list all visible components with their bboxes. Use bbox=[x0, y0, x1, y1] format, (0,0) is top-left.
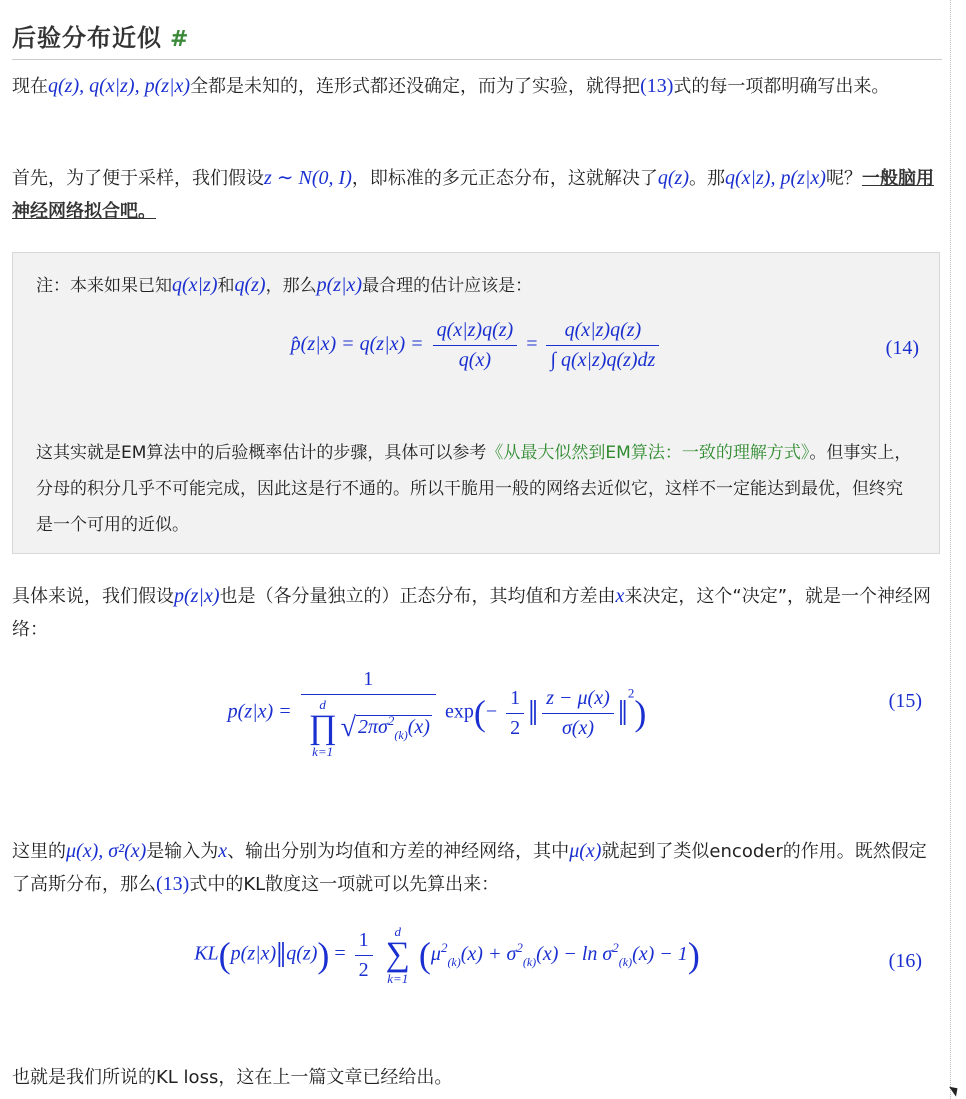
eq15-num: 1 bbox=[301, 668, 436, 695]
para3-text-a: 具体来说，我们假设 bbox=[12, 586, 174, 607]
em-article-link[interactable]: 《从最大似然到EM算法：一致的理解方式》 bbox=[486, 443, 810, 463]
eq15-prod-bottom: k=1 bbox=[312, 744, 334, 759]
eq15-power: 2 bbox=[627, 685, 635, 701]
para2-text-c: 。那 bbox=[688, 168, 725, 189]
paragraph-4 bbox=[12, 835, 942, 901]
eq16-kl: KL bbox=[194, 942, 219, 965]
equation-ref-13-b[interactable]: (13) bbox=[156, 873, 190, 895]
eq15-exp: exp bbox=[444, 700, 474, 723]
eq15-inner-num: z − μ(x) bbox=[542, 687, 614, 714]
eq14-fraction-1 bbox=[433, 319, 518, 372]
eq16-sum-symbol: ∑ bbox=[385, 936, 410, 973]
para2-emphasis: 一般脑用神经网络拟合吧。 bbox=[12, 168, 934, 222]
equation-ref-13[interactable]: (13) bbox=[640, 75, 674, 97]
eq16-arg-b: q(z) bbox=[286, 942, 318, 965]
eq16-half-den: 2 bbox=[358, 958, 369, 981]
para3-math-2: x bbox=[615, 585, 625, 607]
para2-math-prior: z ∼ N(0, I) bbox=[264, 167, 352, 189]
eq15-inner-fraction bbox=[542, 687, 614, 740]
equation-14 bbox=[13, 319, 941, 372]
eq16-half bbox=[355, 929, 373, 982]
eq16-term-3: (x) − 1 bbox=[632, 942, 688, 965]
eq15-prod-symbol: ∏ bbox=[308, 709, 337, 746]
paragraph-2 bbox=[12, 162, 942, 228]
para3-text-c: 来决定，这个“决定”，就是一个神经网络： bbox=[12, 586, 932, 640]
eq15-half bbox=[506, 687, 524, 740]
note-line-1 bbox=[36, 267, 916, 304]
note-math-3: p(z|x) bbox=[316, 274, 363, 296]
eq15-den: d ∏ k=1 √ $2\pi\sigma^2_{(k)}(x)$ bbox=[308, 697, 430, 759]
note-text-b: 和 bbox=[217, 276, 235, 296]
eq14-f2-den: ∫ q(x|z)q(z)dz bbox=[550, 349, 656, 371]
eq16-equals: = bbox=[334, 942, 346, 965]
para4-math-2: x bbox=[218, 840, 228, 862]
section-heading bbox=[12, 18, 189, 53]
eq15-half-num: 1 bbox=[506, 687, 524, 714]
note-paragraph-2 bbox=[36, 435, 916, 543]
eq16-sum-bottom: k=1 bbox=[387, 971, 409, 986]
para1-text-c: 式的每一项都明确写出来。 bbox=[673, 76, 890, 97]
para4-text-c: 、输出分别为均值和方差的神经网络，其中 bbox=[227, 841, 570, 862]
eq15-number: (15) bbox=[888, 690, 922, 712]
heading-rule bbox=[12, 59, 942, 60]
eq16-mu-sup: 2 bbox=[440, 939, 448, 955]
eq16-mu: μ bbox=[430, 942, 441, 965]
note-text-a: 注：本来如果已知 bbox=[36, 276, 172, 296]
note-p2-text-a: 这其实就是EM算法中的后验概率估计的步骤，具体可以参考 bbox=[36, 443, 487, 463]
section-title: 后验分布近似 bbox=[12, 24, 162, 52]
eq15-product bbox=[309, 698, 337, 758]
eq15-prod-top: d bbox=[319, 697, 326, 712]
eq15-inner-den: σ(x) bbox=[561, 716, 594, 739]
para2-math-qz: q(z) bbox=[657, 167, 689, 189]
eq14-f1-den: q(x) bbox=[458, 349, 491, 371]
eq16-term-1: (x) + σ bbox=[460, 942, 517, 965]
para4-math-1: μ(x), σ²(x) bbox=[66, 840, 147, 862]
para3-math-1: p(z|x) bbox=[174, 585, 220, 607]
para2-math-dists: q(x|z), p(z|x) bbox=[724, 167, 826, 189]
eq16-half-num: 1 bbox=[355, 929, 373, 956]
para1-math: q(z), q(x|z), p(z|x) bbox=[48, 75, 191, 97]
para1-text-a: 现在 bbox=[12, 76, 48, 97]
para4-math-3: μ(x) bbox=[569, 840, 602, 862]
eq15-sqrt-sub: (k) bbox=[394, 727, 408, 742]
eq15-sqrt bbox=[356, 712, 432, 742]
page-edge-divider bbox=[950, 0, 951, 1099]
eq16-arg-a: p(z|x) bbox=[230, 942, 277, 965]
eq16-number: (16) bbox=[888, 950, 922, 972]
eq16-term-2: (x) − ln σ bbox=[536, 942, 613, 965]
eq15-sqrt-sup: 2 bbox=[387, 712, 395, 728]
eq15-sqrt-body: 2πσ bbox=[358, 715, 388, 738]
eq16-sum bbox=[386, 925, 410, 985]
para2-text-b: ，即标准的多元正态分布，这就解决了 bbox=[351, 168, 658, 189]
eq14-lhs: p̂(z|x) = q(z|x) = bbox=[290, 333, 424, 356]
equation-16: KL(p(z|x)‖q(z)) = $\frac{1}{2}$ d ∑ k=1 $(\mu^2_{(k)}(x) + \sigma^2_{(k)}(x) - \ln \sigma^2_{(k)}(x) - 1)$ bbox=[194, 924, 700, 986]
para2-text-a: 首先，为了便于采样，我们假设 bbox=[12, 168, 264, 189]
note-box bbox=[12, 252, 940, 554]
eq14-f2-num: q(x|z)q(z) bbox=[546, 319, 659, 346]
section-anchor-link[interactable]: # bbox=[170, 27, 190, 52]
para4-text-b: 是输入为 bbox=[146, 841, 219, 862]
eq15-minus: − bbox=[485, 700, 498, 723]
para4-text-a: 这里的 bbox=[12, 841, 66, 862]
paragraph-1 bbox=[12, 70, 942, 103]
note-math-1: q(x|z) bbox=[172, 274, 218, 296]
eq15-half-den: 2 bbox=[510, 716, 521, 739]
eq15-lhs: p(z|x) = bbox=[227, 700, 292, 723]
note-text-c: ，那么 bbox=[265, 276, 317, 296]
para4-text-d: 就起到了类似encoder的作用。既然假定了高斯分布，那么 bbox=[12, 841, 927, 895]
para1-text-b: 全都是未知的，连形式都还没确定，而为了实验，就得把 bbox=[190, 76, 641, 97]
eq15-sqrt-tail: (x) bbox=[407, 715, 430, 738]
note-p2-text-b: 。但事实上，分母的积分几乎不可能完成，因此这是行不通的。所以干脆用一般的网络去近似它，这样不一定能达到最优，但终究是一个可用的近似。 bbox=[36, 443, 912, 535]
para5-text: 也就是我们所说的KL loss，这在上一篇文章已经给出。 bbox=[12, 1067, 453, 1088]
paragraph-3 bbox=[12, 580, 942, 646]
eq14-fraction-2 bbox=[546, 319, 659, 372]
para2-text-d: 呢？ bbox=[825, 168, 862, 189]
eq14-number: (14) bbox=[885, 337, 919, 359]
para4-text-e: 式中的KL散度这一项就可以先算出来： bbox=[189, 874, 500, 895]
paragraph-5 bbox=[12, 1061, 942, 1094]
note-math-2: q(z) bbox=[234, 274, 266, 296]
eq16-body: $\mu^2_{(k)}(x) + \sigma^2_{(k)}(x) - \ln \sigma^2_{(k)}(x) - 1$ bbox=[430, 939, 688, 969]
eq14-equals: = bbox=[526, 333, 538, 356]
note-text-d: 最合理的估计应该是： bbox=[362, 276, 533, 296]
eq14-f1-num: q(x|z)q(z) bbox=[433, 319, 518, 346]
eq15-main-fraction bbox=[301, 668, 436, 758]
eq16-sum-top: d bbox=[394, 924, 402, 939]
para3-text-b: 也是（各分量独立的）正态分布，其均值和方差由 bbox=[219, 586, 616, 607]
equation-15: p(z|x) = 1 d ∏ k=1 √ $2\pi\sigma^2_{(k)}(x)$ exp(− $\frac{1}{2}$ ‖ $\frac{z - \mu(x)}{\sigma(x)}$ ‖$^2$) bbox=[227, 668, 647, 759]
eq16-mu-sub: (k) bbox=[447, 954, 461, 969]
